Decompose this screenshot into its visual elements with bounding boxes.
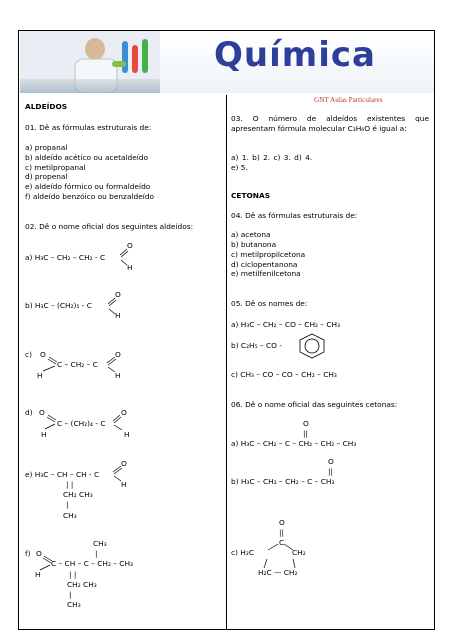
q2a-bonds [118, 246, 130, 270]
section-title-aldeidos: ALDEÍDOS [25, 102, 68, 111]
column-divider [226, 95, 227, 629]
q6a-chain: a) H₃C – CH₂ – C – CH₂ – CH₂ – CH₃ [231, 439, 357, 448]
q1-item-d: d) propenal [25, 172, 68, 181]
q4-item-e: e) metilfenilcetona [231, 269, 301, 278]
q2f-branch-group-2: CH₃ [67, 600, 81, 609]
q2c-oxygen-right: O [115, 350, 121, 359]
q2e-bonds [111, 463, 125, 485]
q2e-branch-bars: | | [66, 480, 74, 489]
q2e-hydrogen: H [121, 480, 127, 489]
q2f-bonds [36, 553, 54, 575]
q2d-hydrogen-right: H [124, 430, 130, 439]
q2d-oxygen-right: O [121, 408, 127, 417]
q2d-bonds [40, 412, 132, 434]
benzene-ring-icon [298, 333, 326, 359]
q2a-chain: a) H₃C – CH₂ – CH₂ - C [25, 253, 106, 262]
q6a-oxygen: O [303, 419, 309, 428]
q4-item-d: d) ciclopentanona [231, 260, 298, 269]
tagline: GNT Aulas Particulares [314, 96, 383, 104]
q2-prompt: 02. Dê o nome oficial dos seguintes aldeídos: [25, 222, 194, 231]
q2f-hydrogen: H [35, 570, 41, 579]
q4-item-a: a) acetona [231, 230, 271, 239]
q6c-ring-bonds [258, 538, 300, 571]
q2c-hydrogen-left: H [37, 371, 43, 380]
q2c-prefix: c) [25, 350, 32, 359]
q2f-chain: C – CH – C – CH₂ – CH₃ [51, 559, 133, 568]
q2d-prefix: d) [25, 408, 33, 417]
q2a-hydrogen: H [127, 263, 133, 272]
q5-item-c: c) CH₃ – CO – CO – CH₂ – CH₃ [231, 370, 337, 379]
q2d-oxygen-left: O [39, 408, 45, 417]
q2f-prefix: f) [25, 549, 31, 558]
q4-item-b: b) butanona [231, 240, 277, 249]
q2e-chain: e) H₃C – CH – CH - C [25, 470, 100, 479]
q6b-oxygen: O [328, 457, 334, 466]
q2b-oxygen: O [115, 290, 121, 299]
q3-option-e: e) 5. [231, 163, 248, 172]
q2c-oxygen-left: O [40, 350, 46, 359]
q2b-chain: b) H₃C – (CH₂)₅ - C [25, 301, 92, 310]
q2f-branch-bar-2: | [69, 590, 72, 599]
q6c-left-group: c) H₂C [231, 548, 254, 557]
q4-item-c: c) metilpropilcetona [231, 250, 306, 259]
q6c-bottom-bond: H₂C — CH₂ [258, 568, 298, 577]
q2e-branch-groups: CH₂ CH₃ [63, 490, 93, 499]
q2f-branch-groups: CH₂ CH₃ [67, 580, 97, 589]
q2e-branch-bar-2: | [66, 500, 69, 509]
q6c-oxygen: O [279, 518, 285, 527]
q5-item-b: b) C₂H₅ – CO - [231, 341, 282, 350]
q2b-hydrogen: H [115, 311, 121, 320]
q2d-chain: C – (CH₂)₄ - C [57, 419, 106, 428]
q2c-bonds [40, 354, 130, 376]
q1-item-a: a) propanal [25, 143, 68, 152]
q1-item-f: f) aldeído benzóico ou benzaldeído [25, 192, 155, 201]
q2f-top-methyl: CH₃ [93, 539, 107, 548]
section-title-cetonas: CETONAS [231, 191, 271, 200]
q3-options: a) 1. b) 2. c) 3. d) 4. [231, 153, 313, 162]
q6b-chain: b) H₃C – CH₂ – CH₂ – C – CH₃ [231, 477, 335, 486]
page-title: Química [214, 35, 376, 75]
q2f-oxygen: O [36, 549, 42, 558]
q2e-branch-group-2: CH₃ [63, 511, 77, 520]
q6b-double-bond: || [328, 467, 333, 476]
q3-prompt: 03. O número de aldeídos existentes que apresentam fórmula molecular C₃H₆O é igual a: [231, 114, 429, 133]
q6c-right-group: CH₂ [292, 548, 306, 557]
q5-item-a: a) H₃C – CH₂ – CO – CH₂ – CH₃ [231, 320, 341, 329]
q1-item-e: e) aldeído fórmico ou formaldeído [25, 182, 151, 191]
q2c-hydrogen-right: H [115, 371, 121, 380]
q2a-oxygen: O [127, 241, 133, 250]
q2c-chain: C – CH₂ – C [57, 360, 98, 369]
q6c-carbonyl-carbon: C [279, 538, 285, 547]
q1-item-c: c) metilpropanal [25, 163, 86, 172]
q1-item-b: b) aldeído acético ou acetaldeído [25, 153, 149, 162]
q6c-double-bond: || [279, 528, 284, 537]
q2f-top-bar: | [95, 549, 98, 558]
q1-prompt: 01. Dê as fórmulas estruturais de: [25, 123, 152, 132]
q2f-branch-bars: | | [69, 570, 77, 579]
q2d-hydrogen-left: H [41, 430, 47, 439]
q6a-double-bond: || [303, 429, 308, 438]
q5-prompt: 05. Dê os nomes de: [231, 299, 308, 308]
q4-prompt: 04. Dê as fórmulas estruturais de: [231, 211, 358, 220]
q6-prompt: 06. Dê o nome oficial das seguintes cetonas: [231, 400, 398, 409]
q2b-bonds [106, 295, 118, 319]
q2e-oxygen: O [121, 459, 127, 468]
